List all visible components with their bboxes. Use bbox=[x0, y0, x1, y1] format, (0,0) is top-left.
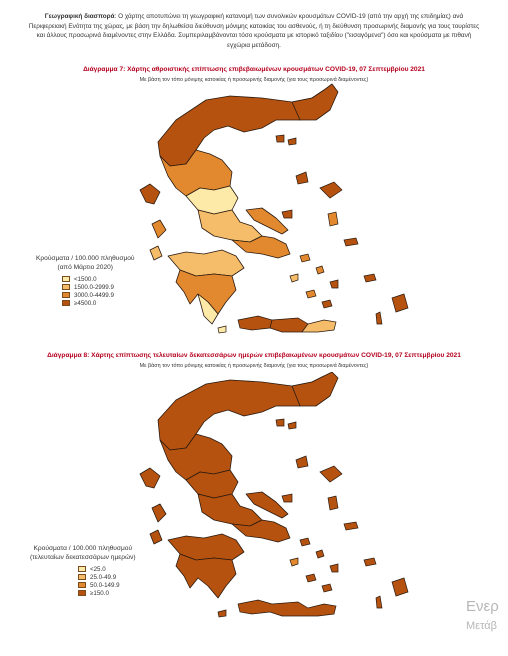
figure-7-legend-title-1: Κρούσματα / 100.000 πληθυσμού bbox=[36, 255, 135, 262]
figure-7-legend-item bbox=[62, 299, 135, 307]
region-ionian bbox=[140, 184, 160, 204]
island-cyclades-2 bbox=[316, 550, 324, 558]
legend-label: <1500.0 bbox=[74, 275, 97, 283]
legend-swatch bbox=[62, 276, 70, 283]
island-kythira bbox=[218, 326, 226, 333]
island-cyclades-4 bbox=[330, 564, 338, 572]
island-kos bbox=[364, 558, 376, 566]
island-limnos bbox=[296, 172, 308, 184]
figure-7-title: Διάγραμμα 7: Χάρτης αθροιστικής επίπτωσης επιβεβαιωμένων κρουσμάτων COVID-19, 07 Σεπτεμβρίου 2021 bbox=[83, 66, 425, 73]
figure-8-legend-title-1: Κρούσματα / 100.000 πληθυσμού bbox=[33, 545, 133, 552]
figure-8-legend-item bbox=[78, 573, 136, 581]
island-cyclades-5 bbox=[306, 574, 316, 582]
intro-text: : Ο χάρτης αποτυπώνει τη γεωγραφική κατανομή των συνολικών κρουσμάτων COVID-19 (από την αρχή της επιδημίας) ανά Περιφερειακή Ενότητα της χώρας, με βάση την δηλωθείσα διεύθυνση μόνιμης κατοικίας του ασθενούς, ή τη διεύθυνση προσωρινής διαμονής για τους τουρίστες και άλλους προσωρινά διαμένοντες στην Ελλάδα. Συμπεριλαμβάνονται τόσο κρούσματα με ιστορικό ταξιδίου ("εισαγόμενα") όσο και κρούσματα με πιθανή εγχώρια μετάδοση. bbox=[28, 13, 480, 49]
island-karpathos bbox=[376, 596, 382, 608]
region-ionian-3 bbox=[150, 246, 162, 260]
region-ionian bbox=[140, 468, 160, 488]
region-ionian-3 bbox=[150, 530, 162, 544]
legend-label: <25.0 bbox=[90, 565, 106, 573]
legend-swatch bbox=[78, 590, 86, 597]
island-samos bbox=[344, 522, 358, 530]
island-lesvos bbox=[320, 466, 342, 482]
figure-8-legend-title-2: (τελευταίων δεκατεσσάρων ημερών) bbox=[30, 553, 136, 561]
island-samothraki bbox=[288, 422, 296, 429]
island-thasos bbox=[276, 419, 284, 426]
intro-paragraph bbox=[28, 12, 480, 50]
figure-7-legend-title-2: (από Μάρτιο 2020) bbox=[57, 263, 113, 271]
island-chios bbox=[328, 212, 338, 226]
island-cyclades-1 bbox=[300, 538, 310, 546]
legend-swatch bbox=[62, 300, 70, 307]
island-kos bbox=[364, 274, 376, 282]
figure-7-legend bbox=[36, 255, 135, 307]
figure-8-legend bbox=[30, 545, 136, 597]
island-lesvos bbox=[320, 182, 342, 198]
island-crete bbox=[238, 600, 336, 616]
island-rhodes bbox=[392, 294, 408, 312]
island-cyclades-2 bbox=[316, 266, 324, 274]
island-cyclades-6 bbox=[322, 300, 332, 308]
legend-swatch bbox=[62, 292, 70, 299]
watermark-line-1: Ενερ bbox=[466, 598, 499, 615]
island-skyros bbox=[282, 494, 292, 502]
figure-8-subtitle: Με βάση τον τόπο μόνιμης κατοικίας ή προσωρινής διαμονής (για τους προσωρινά διαμένοντες) bbox=[139, 363, 369, 369]
island-cyclades-3 bbox=[290, 558, 298, 566]
figure-8-legend-item bbox=[78, 581, 136, 589]
island-crete-east bbox=[302, 320, 336, 332]
legend-label: 50.0-149.9 bbox=[90, 581, 120, 589]
island-cyclades-3 bbox=[290, 274, 298, 282]
figure-8-legend-item bbox=[78, 589, 136, 597]
legend-swatch bbox=[62, 284, 70, 291]
region-thrace bbox=[292, 84, 338, 120]
island-crete-west bbox=[238, 316, 272, 330]
figure-7-legend-item bbox=[62, 283, 135, 291]
legend-swatch bbox=[78, 574, 86, 581]
legend-label: ≥4500.0 bbox=[74, 299, 97, 307]
island-thasos bbox=[276, 135, 284, 142]
figure-8-title: Διάγραμμα 8: Χάρτης επίπτωσης τελευταίων δεκατεσσάρων ημερών επιβεβαιωμένων κρουσμάτων COVID-19, 07 Σεπτεμβρίου 2021 bbox=[47, 352, 461, 359]
island-limnos bbox=[296, 456, 308, 468]
legend-label: ≥150.0 bbox=[90, 589, 109, 597]
region-ionian-2 bbox=[152, 504, 166, 522]
region-thrace bbox=[292, 372, 338, 406]
figure-7-legend-item bbox=[62, 275, 135, 283]
island-rhodes bbox=[392, 578, 408, 596]
region-ionian-2 bbox=[152, 220, 166, 238]
island-cyclades-5 bbox=[306, 290, 316, 298]
figure-7-subtitle: Με βάση τον τόπο μόνιμης κατοικίας ή προσωρινής διαμονής (για τους προσωρινά διαμένοντες) bbox=[139, 77, 369, 83]
island-samos bbox=[344, 238, 358, 246]
legend-swatch bbox=[78, 582, 86, 589]
legend-label: 3000.0-4499.9 bbox=[74, 291, 114, 299]
intro-bold-label: Γεωγραφική διασπορά bbox=[44, 13, 115, 20]
watermark-line-2: Μετάβ bbox=[466, 620, 497, 632]
legend-label: 25.0-49.9 bbox=[90, 573, 117, 581]
figure-7-legend-item bbox=[62, 291, 135, 299]
legend-swatch bbox=[78, 566, 86, 573]
island-skyros bbox=[282, 210, 292, 218]
island-karpathos bbox=[376, 312, 382, 324]
island-cyclades-1 bbox=[300, 254, 310, 262]
island-cyclades-4 bbox=[330, 280, 338, 288]
legend-label: 1500.0-2999.9 bbox=[74, 283, 114, 291]
island-samothraki bbox=[288, 138, 296, 145]
figure-8-legend-item bbox=[78, 565, 136, 573]
island-crete-central bbox=[270, 318, 308, 332]
island-chios bbox=[328, 496, 338, 510]
island-cyclades-6 bbox=[322, 584, 332, 592]
region-peloponnese-south bbox=[176, 554, 236, 598]
island-kythira bbox=[218, 610, 226, 617]
